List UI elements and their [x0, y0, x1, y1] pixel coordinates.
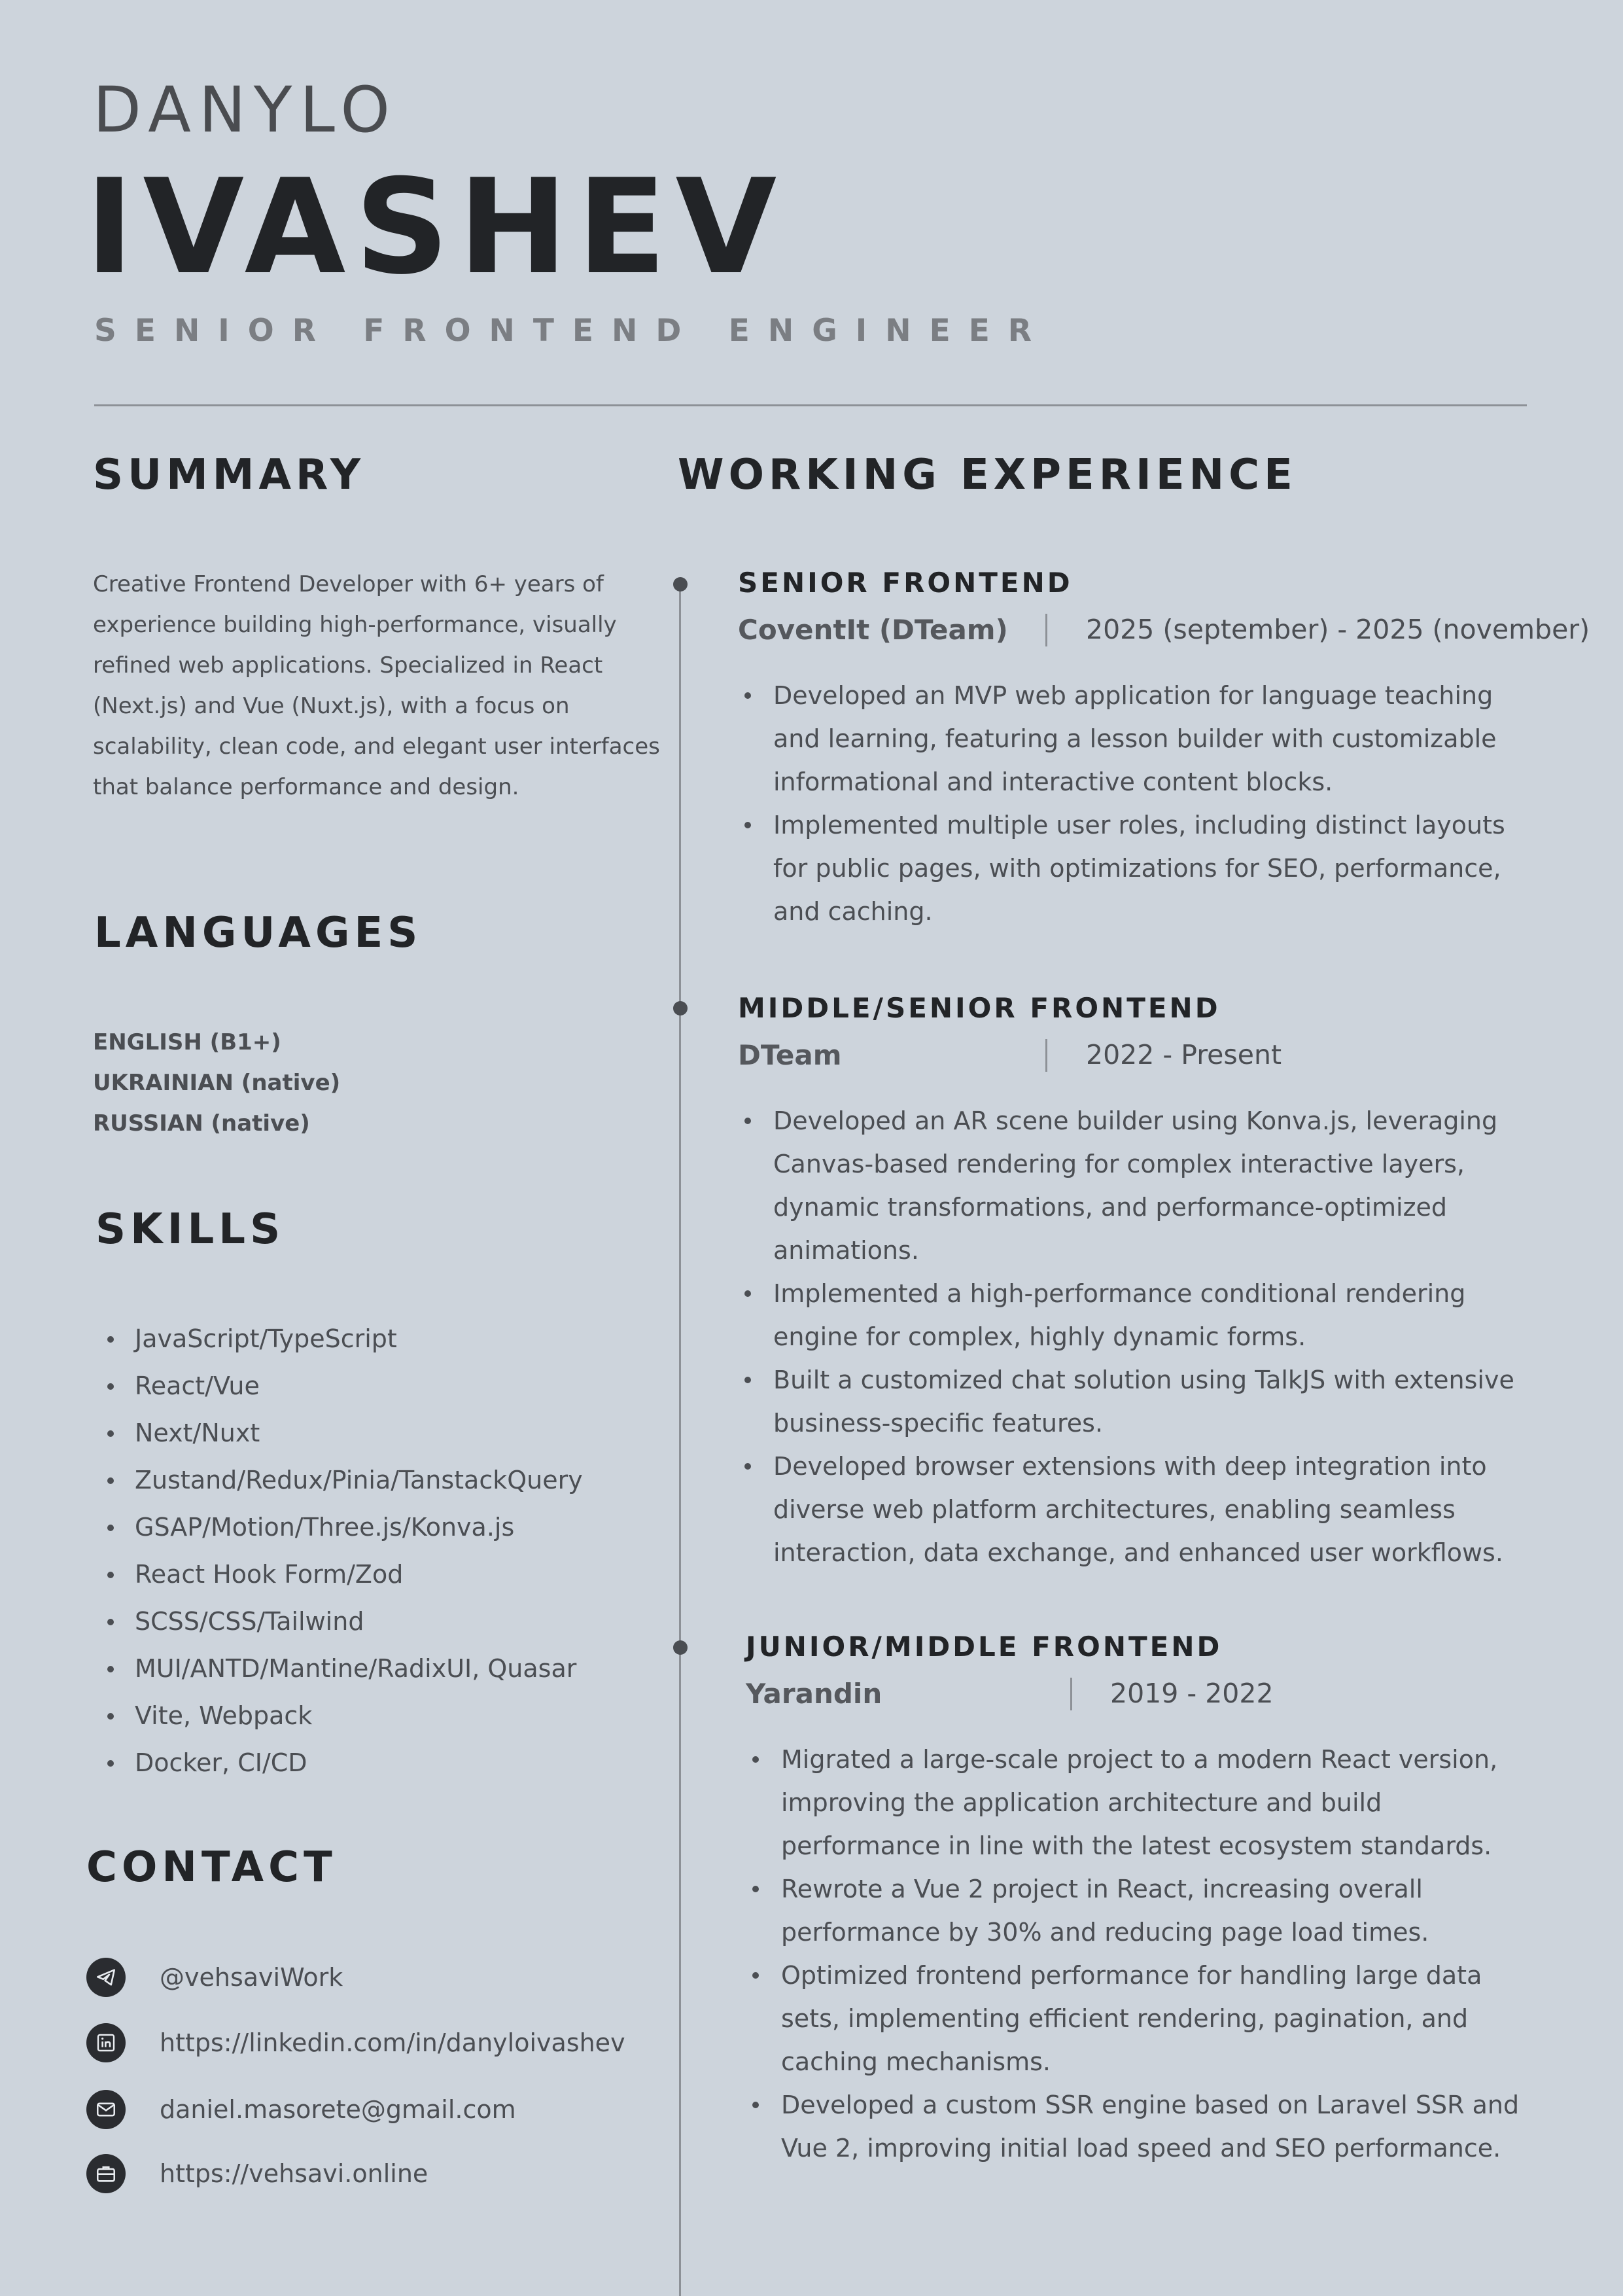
job-role: MIDDLE/SENIOR FRONTEND — [738, 992, 1221, 1024]
job-period: 2019 - 2022 — [1110, 1678, 1274, 1709]
job-bullet: Developed an MVP web application for language teaching and learning, featuring a lesson builder with customizable informational and interactive content blocks. — [738, 674, 1536, 804]
contact-email[interactable] — [86, 2090, 516, 2129]
last-name: IVASHEV — [85, 151, 786, 304]
skill-item: Zustand/Redux/Pinia/TanstackQuery — [93, 1457, 583, 1504]
skill-item: GSAP/Motion/Three.js/Konva.js — [93, 1504, 583, 1551]
first-name: DANYLO — [93, 73, 398, 147]
summary-text: Creative Frontend Developer with 6+ years of experience building high-performance, visually refined web applications. Specialized in React (Next.js) and Vue (Nuxt.js), with a focus on scalability, clean code, and elegant user interfaces that balance performance and design. — [93, 571, 660, 800]
skills-list — [93, 1315, 583, 1786]
timeline-dot — [673, 1001, 688, 1016]
skill-item: Next/Nuxt — [93, 1409, 583, 1457]
summary-heading: SUMMARY — [93, 451, 366, 499]
skill-item: React/Vue — [93, 1362, 583, 1409]
contact-telegram[interactable] — [86, 1958, 343, 1997]
job-bullet: Developed a custom SSR engine based on Laravel SSR and Vue 2, improving initial load speed and SEO performance. — [746, 2083, 1537, 2170]
timeline-dot — [673, 1640, 688, 1655]
job-company: Yarandin — [746, 1678, 882, 1710]
skill-item: Vite, Webpack — [93, 1692, 583, 1739]
job-separator — [1070, 1678, 1072, 1710]
job-bullet: Implemented a high-performance conditional rendering engine for complex, highly dynamic forms. — [738, 1272, 1536, 1358]
contact-heading: CONTACT — [86, 1843, 337, 1892]
linkedin-icon — [86, 2023, 126, 2062]
job-bullets — [738, 674, 1536, 933]
header-divider — [94, 404, 1527, 406]
job-bullet: Rewrote a Vue 2 project in React, increasing overall performance by 30% and reducing page load times. — [746, 1867, 1537, 1954]
job-role: SENIOR FRONTEND — [738, 567, 1073, 599]
experience-heading: WORKING EXPERIENCE — [678, 451, 1297, 499]
job-bullets — [746, 1738, 1537, 2170]
skill-item: Docker, CI/CD — [93, 1739, 583, 1786]
contact-linkedin-text[interactable]: https://linkedin.com/in/danyloivashev — [160, 2028, 625, 2057]
contact-telegram-text[interactable]: @vehsaviWork — [160, 1963, 343, 1992]
job-company: CoventIt (DTeam) — [738, 614, 1008, 646]
skill-item: React Hook Form/Zod — [93, 1551, 583, 1598]
contact-linkedin[interactable] — [86, 2023, 625, 2062]
contact-portfolio[interactable] — [86, 2154, 428, 2193]
skills-heading: SKILLS — [96, 1205, 285, 1254]
job-role: JUNIOR/MIDDLE FRONTEND — [746, 1631, 1223, 1663]
language-item: RUSSIAN (native) — [93, 1110, 310, 1137]
language-item: ENGLISH (B1+) — [93, 1029, 281, 1055]
language-item: UKRAINIAN (native) — [93, 1070, 341, 1096]
contact-portfolio-text[interactable]: https://vehsavi.online — [160, 2159, 428, 2188]
email-icon — [86, 2090, 126, 2129]
job-separator — [1045, 1039, 1047, 1072]
job-bullet: Optimized frontend performance for handling large data sets, implementing efficient rendering, pagination, and caching mechanisms. — [746, 1954, 1537, 2083]
job-bullet: Implemented multiple user roles, including distinct layouts for public pages, with optimizations for SEO, performance, and caching. — [738, 804, 1536, 933]
portfolio-icon — [86, 2154, 126, 2193]
job-period: 2022 - Present — [1086, 1039, 1282, 1070]
timeline-dot — [673, 577, 688, 592]
job-separator — [1045, 614, 1047, 646]
job-bullet: Built a customized chat solution using TalkJS with extensive business-specific features. — [738, 1358, 1536, 1445]
languages-list — [93, 1022, 340, 1144]
job-company: DTeam — [738, 1039, 842, 1071]
skill-item: SCSS/CSS/Tailwind — [93, 1598, 583, 1645]
skill-item: JavaScript/TypeScript — [93, 1315, 583, 1362]
job-bullet: Developed an AR scene builder using Konva.js, leveraging Canvas-based rendering for complex interactive layers, dynamic transformations, and performance-optimized animations. — [738, 1099, 1536, 1272]
job-bullet: Developed browser extensions with deep integration into diverse web platform architectures, enabling seamless interaction, data exchange, and enhanced user workflows. — [738, 1445, 1536, 1574]
job-title: SENIOR FRONTEND ENGINEER — [94, 313, 1050, 349]
languages-heading: LANGUAGES — [94, 909, 423, 957]
contact-email-text[interactable]: daniel.masorete@gmail.com — [160, 2095, 516, 2124]
skill-item: MUI/ANTD/Mantine/RadixUI, Quasar — [93, 1645, 583, 1692]
timeline-line — [679, 582, 681, 2296]
job-period: 2025 (september) - 2025 (november) — [1086, 614, 1590, 645]
telegram-icon — [86, 1958, 126, 1997]
job-bullets — [738, 1099, 1536, 1574]
job-bullet: Migrated a large-scale project to a modern React version, improving the application architecture and build performance in line with the latest ecosystem standards. — [746, 1738, 1537, 1867]
